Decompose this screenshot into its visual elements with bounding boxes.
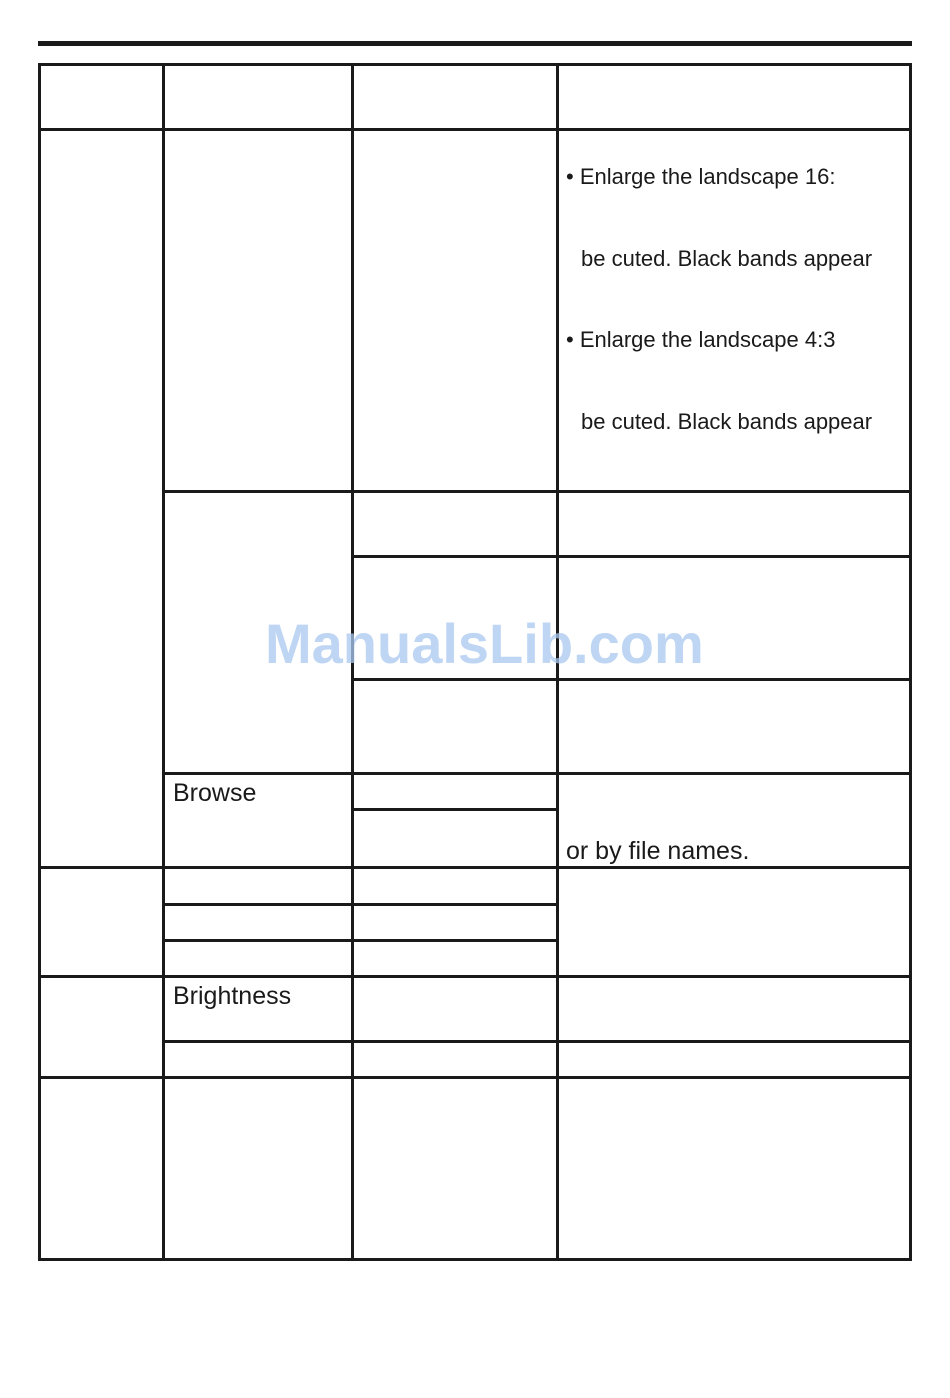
- page-top-rule: [38, 41, 912, 46]
- aspect-description-line-1: • Enlarge the landscape 16:: [566, 164, 836, 189]
- row-divider-section-1: [38, 866, 912, 869]
- row-divider-section-3: [38, 1076, 912, 1079]
- row-divider-aspect: [162, 490, 912, 493]
- browse-description: or by file names.: [566, 837, 750, 865]
- aspect-description-line-4: be cuted. Black bands appear: [581, 409, 873, 434]
- row-divider-sub-2: [351, 678, 912, 681]
- table-border-left: [38, 63, 41, 1261]
- column-divider-1: [162, 63, 165, 1261]
- row-divider-mid-2: [162, 939, 559, 942]
- aspect-description-line-2: be cuted. Black bands appear: [581, 246, 873, 271]
- table-border-top: [38, 63, 912, 66]
- aspect-description-line-3: • Enlarge the landscape 4:3: [566, 327, 836, 352]
- row-divider-browse: [162, 772, 912, 775]
- row-divider-mid-1: [162, 903, 559, 906]
- row-divider-brightness-sub: [162, 1040, 912, 1043]
- row-divider-section-2: [38, 975, 912, 978]
- table-border-right: [909, 63, 912, 1261]
- table-border-bottom: [38, 1258, 912, 1261]
- row-divider-browse-sub: [351, 808, 559, 811]
- browse-label: Browse: [173, 779, 257, 807]
- row-divider-sub-1: [351, 555, 912, 558]
- brightness-label: Brightness: [173, 982, 292, 1010]
- watermark: ManualsLib.com: [265, 612, 704, 675]
- row-divider-header: [38, 128, 912, 131]
